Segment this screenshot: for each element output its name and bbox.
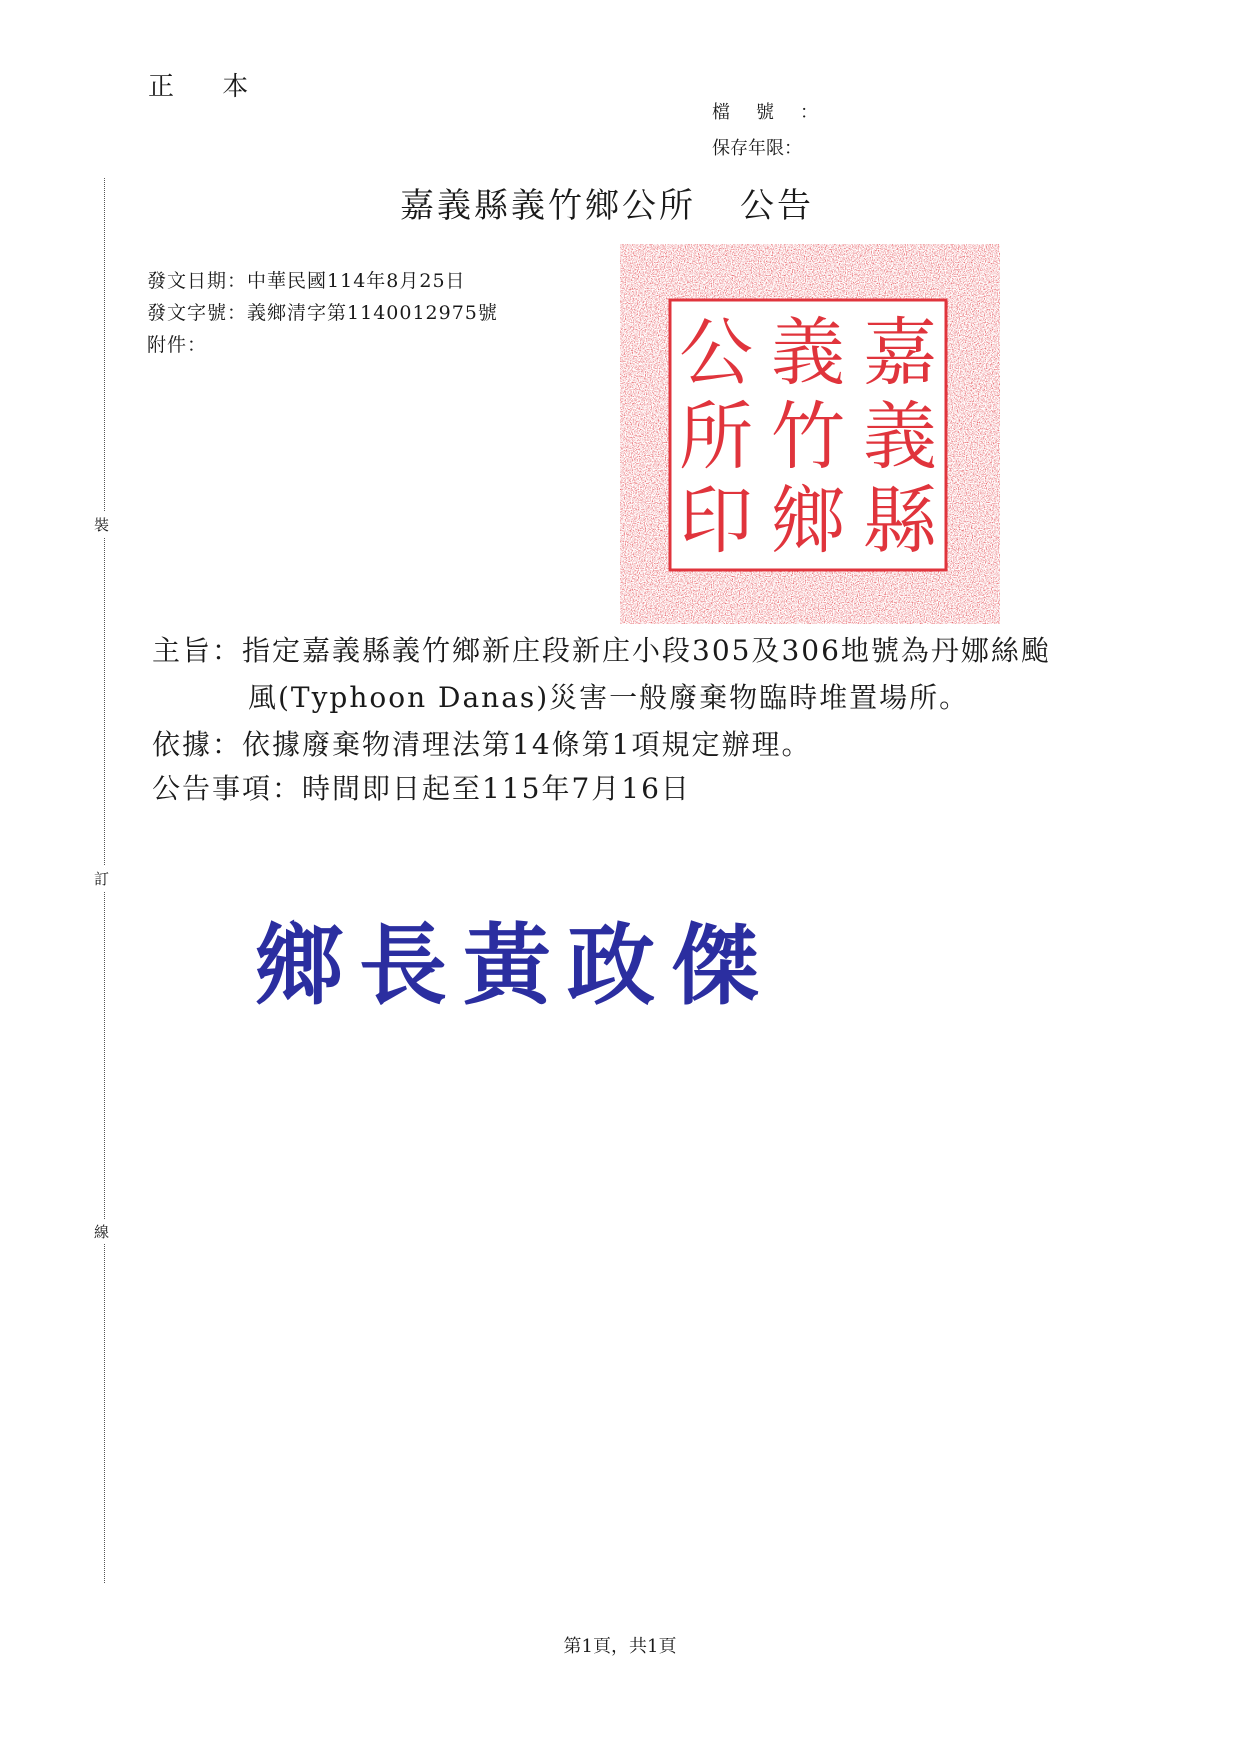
subject-label: 主旨： — [152, 634, 243, 667]
binding-mark-2: 訂 — [94, 866, 109, 891]
official-seal-stamp — [616, 240, 1004, 628]
agency-name: 嘉義縣義竹鄉公所 — [400, 186, 696, 226]
notice-label: 公告事項： — [152, 772, 303, 805]
subject-text-line1: 指定嘉義縣義竹鄉新庄段新庄小段305及306地號為丹娜絲颱 — [242, 634, 1051, 667]
seal-char-9: 印 — [679, 478, 753, 564]
retention-period-label: 保存年限： — [712, 138, 802, 159]
issue-number-value: 義鄉清字第1140012975號 — [247, 302, 498, 324]
document-title — [400, 178, 814, 227]
seal-characters — [679, 310, 939, 564]
document-type: 公告 — [740, 186, 814, 226]
attachment — [147, 330, 207, 357]
issue-number — [147, 298, 498, 325]
file-number-field — [712, 98, 844, 124]
seal-char-4: 義 — [771, 310, 845, 396]
issue-date-label: 發文日期： — [147, 270, 248, 292]
signature-text: 鄉長黃政傑 — [255, 913, 776, 1017]
seal-char-8: 所 — [679, 394, 753, 480]
subject-paragraph — [152, 634, 1051, 668]
subject-text-line2: 風(Typhoon Danas)災害一般廢棄物臨時堆置場所。 — [248, 681, 970, 714]
notice-text: 時間即日起至115年7月16日 — [302, 772, 691, 805]
seal-char-2: 義 — [863, 394, 937, 480]
basis-text: 依據廢棄物清理法第14條第1項規定辦理。 — [242, 728, 812, 761]
issue-number-label: 發文字號： — [147, 302, 248, 324]
page-number-footer: 第1頁，共1頁 — [563, 1636, 677, 1657]
issue-date — [147, 266, 466, 293]
copy-mark: 正 本 — [148, 72, 269, 102]
seal-char-3: 縣 — [863, 478, 937, 564]
file-number-label: 檔號： — [712, 102, 844, 123]
seal-char-5: 竹 — [771, 394, 845, 480]
notice-paragraph — [152, 772, 691, 806]
basis-paragraph — [152, 728, 811, 762]
attachment-label: 附件： — [147, 334, 208, 356]
binding-mark-3: 線 — [94, 1219, 109, 1244]
issue-date-value: 中華民國114年8月25日 — [247, 270, 466, 292]
seal-char-6: 鄉 — [771, 478, 845, 564]
mayor-signature-stamp — [255, 908, 855, 1018]
basis-label: 依據： — [152, 728, 243, 761]
binding-mark-1: 裝 — [94, 512, 109, 537]
retention-period-field — [712, 134, 802, 160]
seal-char-1: 嘉 — [863, 310, 937, 396]
seal-char-7: 公 — [679, 310, 753, 396]
